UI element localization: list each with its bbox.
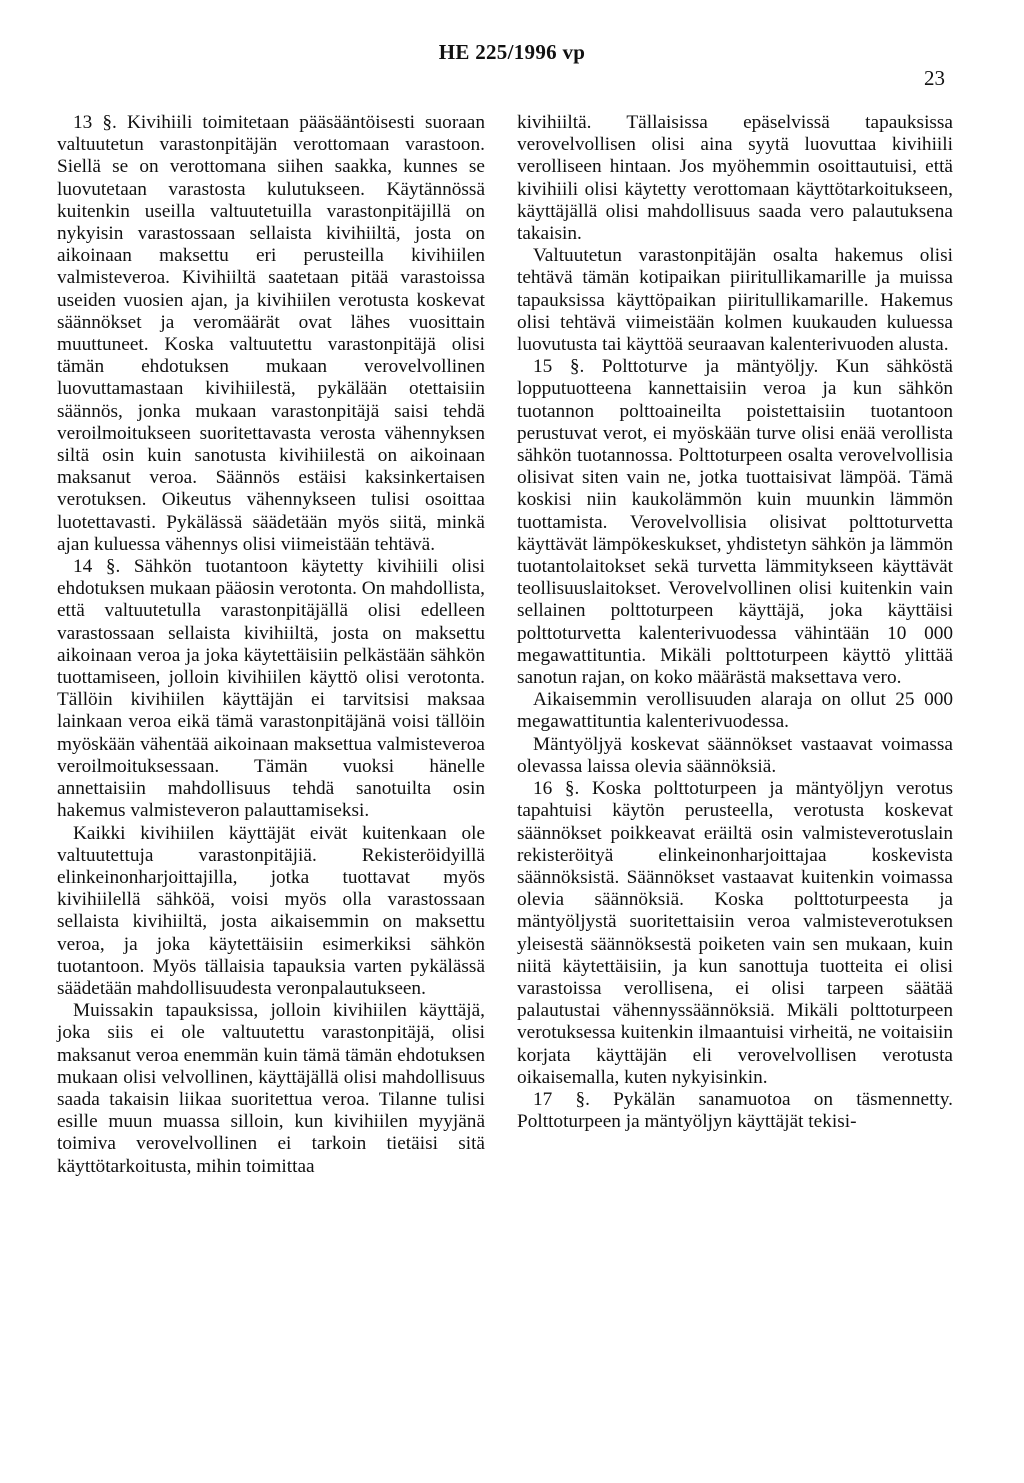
right-column <box>517 112 953 1133</box>
paragraph-section-15: 15 §. Polttoturve ja mäntyöljy. Kun sähköstä lopputuotteena kannettaisiin veroa ja kun sähkön tuotannon polttoaineilta poistettaisiin tuotantoon perustuvat verot, ei myöskään turve olisi enää verollista sähkön tuotannossa. Polttoturpeen osalta verovelvollisia olisivat siten vain ne, jotka tuottaisivat lämpöä. Tämä koskisi niin kaukolämmön kuin muunkin lämmön tuottamista. Verovelvollisia olisivat polttoturvetta käyttävät lämpökeskukset, yhdistetyn sähkön ja lämmön tuotantolaitokset sekä turvetta lämmitykseen käyttävät teollisuuslaitokset. Verovelvollinen olisi kuitenkin vain sellainen polttoturpeen käyttäjä, joka käyttäisi polttoturvetta kalenterivuodessa vähintään 10 000 megawattituntia. Mikäli polttoturpeen käyttö ylittää sanotun rajan, on koko määrästä maksettava vero. <box>517 356 953 689</box>
left-column <box>57 112 485 1178</box>
paragraph-section-13: 13 §. Kivihiili toimitetaan pääsääntöisesti suoraan valtuutetun varastonpitäjän verottomaan varastoon. Siellä se on verottomana siihen saakka, kunnes se luovutetaan varastosta kulutukseen. Käytännössä kuitenkin useilla valtuutetuilla varastonpitäjillä on nykyisin varastossaan sellaista kivihiiltä, josta on aikoinaan maksettu eri perusteilla kivihiilen valmisteveroa. Kivihiiltä saatetaan pitää varastoissa useiden vuosien ajan, ja kivihiilen verotusta koskevat säännökset ja veromäärät ovat lähes vuosittain muuttuneet. Koska valtuutettu varastonpitäjä olisi tämän ehdotuksen mukaan verovelvollinen luovuttamastaan kivihiilestä, pykälään otettaisiin säännös, jonka mukaan varastonpitäjä saisi tehdä veroilmoitukseen suoritettavasta verosta vähennyksen siltä osin kuin sanotusta kivihiilestä on aikoinaan maksanut veroa. Säännös estäisi kaksinkertaisen verotuksen. Oikeutus vähennykseen tulisi osoittaa luotettavasti. Pykälässä säädetään myös siitä, minkä ajan kuluessa vähennys olisi viimeistään tehtävä. <box>57 112 485 555</box>
paragraph-section-16: 16 §. Koska polttoturpeen ja mäntyöljyn verotus tapahtuisi käytön perusteella, verotusta koskevat säännökset poikkeavat eräiltä osin valmisteverotuslain rekisteröityä elinkeinonharjoittajaa koskevista säännöksistä. Säännökset vastaavat kuitenkin voimassa olevia säännöksiä. Koska polttoturpeesta ja mäntyöljystä suoritettaisiin veroa valmisteverotuksen yleisestä säännöksestä poiketen vain sen mukaan, kuin niitä käytettäisiin, ja kun sanottuja tuotteita ei olisi varastoissa verollisena, ei olisi tarpeen säätää palautustai vähennyssäännöksiä. Mikäli polttoturpeen verotuksessa kuitenkin ilmaantuisi virheitä, ne voitaisiin korjata käyttäjän eli verovelvollisen verotusta oikaisemalla, kuten nykyisinkin. <box>517 778 953 1088</box>
paragraph-previous-limit: Aikaisemmin verollisuuden alaraja on ollut 25 000 megawattituntia kalenterivuodessa. <box>517 689 953 733</box>
paragraph-coal-users: Kaikki kivihiilen käyttäjät eivät kuitenkaan ole valtuutettuja varastonpitäjiä. Rekisteröidyillä elinkeinonharjoittajilla, jotka tuottavat myös kivihiilellä sähköä, voisi myös olla varastossaan sellaista kivihiiltä, josta aikaisemmin on maksettu veroa, ja joka käytettäisiin esimerkiksi sähkön tuotantoon. Myös tällaisia tapauksia varten pykälässä säädetään mahdollisuudesta veronpalautukseen. <box>57 822 485 999</box>
paragraph-application: Valtuutetun varastonpitäjän osalta hakemus olisi tehtävä tämän kotipaikan piiritullikamarille ja muissa tapauksissa käyttöpaikan piiritullikamarille. Hakemus olisi tehtävä viimeistään kolmen kuukauden kuluessa luovutusta tai käyttöä seuraavan kalenterivuoden alusta. <box>517 245 953 356</box>
document-reference: HE 225/1996 vp <box>438 40 586 64</box>
paragraph-other-cases: Muissakin tapauksissa, jolloin kivihiilen käyttäjä, joka siis ei ole valtuutettu varastonpitäjä, olisi maksanut veroa enemmän kuin tämä tämän ehdotuksen mukaan olisi velvollinen, käyttäjällä olisi mahdollisuus saada takaisin liikaa suoritettua veroa. Tilanne tulisi esille muun muassa silloin, kun kivihiilen myyjänä toimiva verovelvollinen ei tarkoin tietäisi sitä käyttötarkoitusta, mihin toimittaa <box>57 1000 485 1177</box>
paragraph-section-14: 14 §. Sähkön tuotantoon käytetty kivihiili olisi ehdotuksen mukaan pääosin verotonta. On mahdollista, että valtuutetulla varastonpitäjällä olisi edelleen varastossaan sellaista kivihiiltä, josta on maksettu aikoinaan veroa ja joka käytettäisiin pelkästään sähkön tuottamiseen, jolloin kivihiilen käyttö olisi verotonta. Tällöin kivihiilen käyttäjän ei tarvitsisi maksaa lainkaan veroa eikä tämä varastonpitäjänä voisi tällöin myöskään vähentää aikoinaan maksettua valmisteveroa veroilmoituksessaan. Tämän vuoksi hänelle annettaisiin mahdollisuus tehdä sanotuilta osin hakemus valmisteveron palauttamiseksi. <box>57 556 485 822</box>
paragraph-continuation: kivihiiltä. Tällaisissa epäselvissä tapauksissa verovelvollisen olisi aina syytä luovuttaa kivihiili verolliseen hintaan. Jos myöhemmin osoittautuisi, että kivihiili olisi käytetty verottomaan käyttötarkoitukseen, käyttäjällä olisi mahdollisuus saada vero palautuksena takaisin. <box>517 112 953 245</box>
paragraph-tall-oil: Mäntyöljyä koskevat säännökset vastaavat voimassa olevassa laissa olevia säännöksiä. <box>517 733 953 777</box>
page-number: 23 <box>924 66 945 90</box>
paragraph-section-17: 17 §. Pykälän sanamuotoa on täsmennetty. Polttoturpeen ja mäntyöljyn käyttäjät tekisi- <box>517 1088 953 1133</box>
